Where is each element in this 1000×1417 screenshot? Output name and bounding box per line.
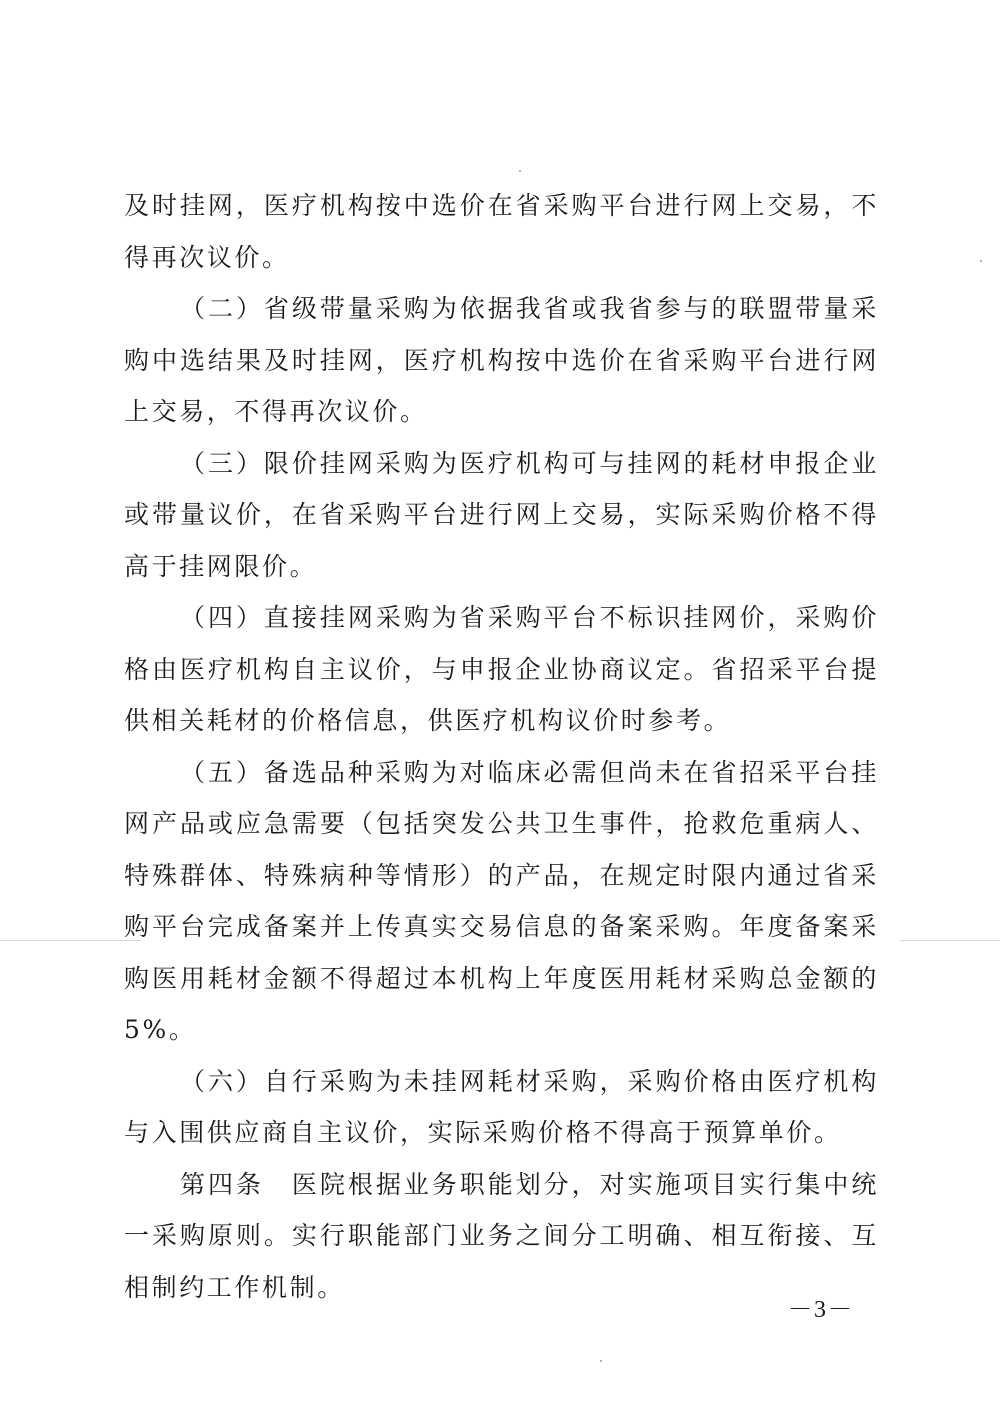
paragraph-item-6: （六）自行采购为未挂网耗材采购，采购价格由医疗机构与入围供应商自主议价，实际采购价格不得高于预算单价。 [124,1066,879,1147]
body-text [124,180,879,1313]
scan-artifact-dot [980,260,982,262]
scan-artifact-line [900,940,1000,941]
scan-artifact-dot [600,1360,602,1362]
paragraph-continuation: 及时挂网，医疗机构按中选价在省采购平台进行网上交易，不得再次议价。 [124,191,879,272]
page-number: －3－ [788,1297,854,1323]
scan-artifact-line [0,940,140,941]
paragraph-item-2: （二）省级带量采购为依据我省或我省参与的联盟带量采购中选结果及时挂网，医疗机构按中选价在省采购平台进行网上交易，不得再次议价。 [124,294,879,426]
paragraph-article-4: 第四条 医院根据业务职能划分，对实施项目实行集中统一采购原则。实行职能部门业务之间分工明确、相互衔接、互相制约工作机制。 [124,1169,879,1302]
scan-artifact-dot [519,170,521,172]
paragraph-item-3: （三）限价挂网采购为医疗机构可与挂网的耗材申报企业或带量议价，在省采购平台进行网上交易，实际采购价格不得高于挂网限价。 [124,448,879,581]
paragraph-item-4: （四）直接挂网采购为省采购平台不标识挂网价，采购价格由医疗机构自主议价，与申报企业协商议定。省招采平台提供相关耗材的价格信息，供医疗机构议价时参考。 [124,603,879,735]
paragraph-item-5: （五）备选品种采购为对临床必需但尚未在省招采平台挂网产品或应急需要（包括突发公共卫生事件，抢救危重病人、特殊群体、特殊病种等情形）的产品，在规定时限内通过省采购平台完成备案并上传真实交易信息的备案采购。年度备案采购医用耗材金额不得超过本机构上年度医用耗材采购总金额的 5%。 [124,757,879,1044]
